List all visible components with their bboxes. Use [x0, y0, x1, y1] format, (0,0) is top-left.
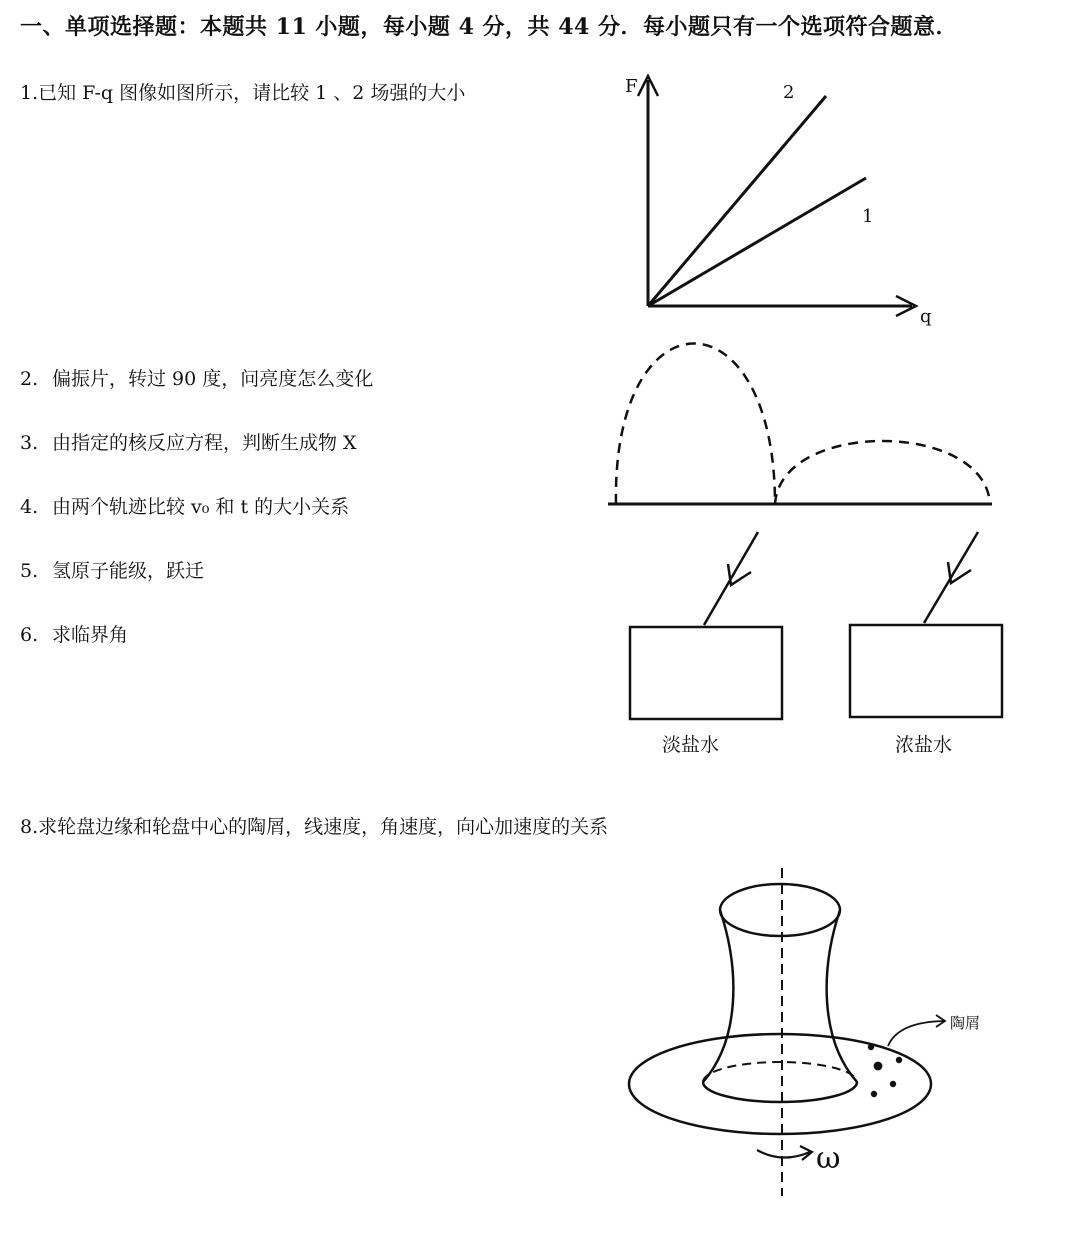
label-omega: ω [816, 1141, 841, 1176]
question-text: 已知 F-q 图像如图所示，请比较 1 、2 场强的大小 [38, 82, 466, 104]
omega-arrow-icon [757, 1150, 810, 1158]
label-dilute-brine: 淡盐水 [662, 734, 720, 756]
question-number: 1. [20, 82, 39, 104]
pot-base-back [703, 1062, 857, 1082]
wheel-disk [629, 1034, 931, 1134]
pot-wall-left [703, 910, 733, 1082]
question-text: 偏振片，转过 90 度，问亮度怎么变化 [52, 368, 374, 390]
question-number: 6. [20, 624, 39, 646]
section-heading: 一、单项选择题：本题共 11 小题，每小题 4 分，共 44 分．每小题只有一个选项符合题意． [20, 14, 958, 40]
trajectory-low [775, 441, 990, 504]
debris-leader-line [888, 1021, 944, 1046]
label-concentrated-brine: 浓盐水 [895, 734, 953, 756]
x-axis-label: q [920, 306, 932, 327]
question-number: 4. [20, 496, 39, 518]
box-dilute-brine [630, 627, 782, 719]
refraction-figure [630, 532, 1002, 719]
trajectory-figure [608, 344, 992, 505]
question-number: 5. [20, 560, 39, 582]
question-number: 2. [20, 368, 39, 390]
wheel-figure [629, 868, 945, 1196]
question-text: 由指定的核反应方程，判断生成物 X [52, 432, 357, 454]
question-number: 3. [20, 432, 39, 454]
line-1 [648, 178, 866, 306]
question-text: 求轮盘边缘和轮盘中心的陶屑，线速度，角速度，向心加速度的关系 [38, 816, 609, 838]
label-debris: 陶屑 [950, 1014, 981, 1032]
question-number: 8. [20, 816, 39, 838]
pot-wall-right [827, 910, 857, 1082]
box-concentrated-brine [850, 625, 1002, 717]
ray-arrow-left-icon [728, 564, 751, 585]
question-text: 由两个轨迹比较 v₀ 和 t 的大小关系 [52, 496, 350, 518]
pot-base-front [703, 1082, 857, 1102]
question-text: 氢原子能级，跃迁 [52, 560, 205, 582]
trajectory-high [616, 344, 775, 505]
line-2 [648, 96, 826, 306]
question-text: 求临界角 [52, 624, 129, 646]
pot-rim [720, 884, 840, 936]
fq-graph [638, 76, 916, 316]
y-axis-label: F [625, 76, 638, 97]
line-2-label: 2 [783, 82, 795, 103]
line-1-label: 1 [862, 206, 874, 227]
